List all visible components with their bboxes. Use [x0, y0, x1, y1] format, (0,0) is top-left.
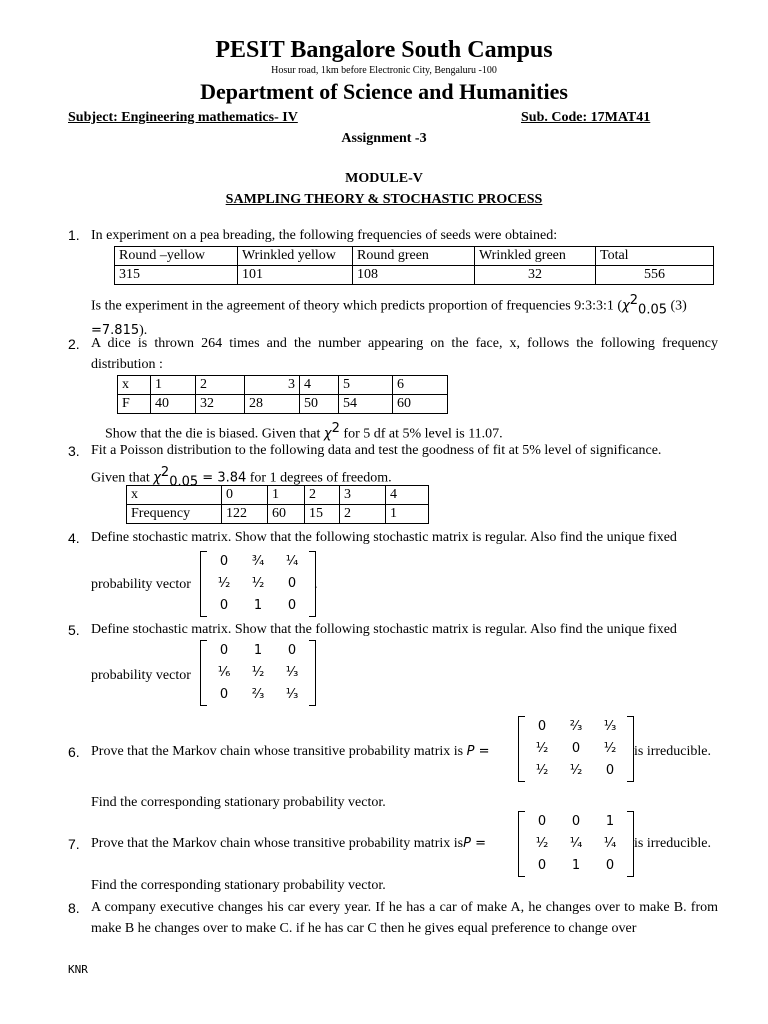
table-cell: 1 [268, 486, 305, 505]
table-header-cell: Wrinkled green [475, 247, 596, 266]
superscript: 2 [629, 293, 639, 308]
matrix-entry: 1 [253, 643, 263, 658]
matrix-entry: ¹⁄₂ [535, 763, 549, 778]
matrix-entry: ³⁄₄ [251, 554, 265, 569]
table-cell: 60 [268, 505, 305, 524]
question-number: 4. [68, 530, 80, 546]
right-bracket [627, 811, 634, 877]
table-cell: 32 [475, 266, 596, 285]
table-cell: x [127, 486, 222, 505]
matrix-entry: ¹⁄₆ [217, 665, 231, 680]
table-cell: Frequency [127, 505, 222, 524]
question-4-matrix [200, 551, 316, 617]
question-number: 1. [68, 227, 80, 243]
matrix-entry: ¹⁄₄ [285, 554, 299, 569]
equals-sign: = [474, 744, 490, 759]
matrix-entry: ¹⁄₂ [535, 836, 549, 851]
matrix-entry: 0 [605, 858, 615, 873]
table-cell: 108 [353, 266, 475, 285]
institution-title: PESIT Bangalore South Campus [215, 37, 553, 63]
table-cell: 5 [339, 376, 393, 395]
matrix-entry: ¹⁄₄ [603, 836, 617, 851]
question-number: 8. [68, 900, 80, 916]
table-cell: 101 [238, 266, 353, 285]
matrix-entry: 0 [287, 643, 297, 658]
period: . [314, 577, 318, 592]
footer-initials: KNR [68, 963, 88, 976]
left-bracket [200, 640, 207, 706]
matrix-grid [207, 640, 309, 706]
table-cell: 15 [305, 505, 340, 524]
matrix-grid [525, 811, 627, 877]
matrix-entry: ¹⁄₃ [285, 665, 299, 680]
question-1-text: In experiment on a pea breading, the following frequencies of seeds were obtained: [91, 228, 558, 243]
module-title: MODULE-V [345, 171, 423, 186]
table-cell: 315 [115, 266, 238, 285]
matrix-entry: 0 [537, 858, 547, 873]
table-cell: 40 [151, 395, 196, 414]
followup-text: (3) [667, 298, 687, 314]
matrix-entry: 0 [219, 687, 229, 702]
table-cell: 4 [300, 376, 339, 395]
matrix-entry: 0 [219, 554, 229, 569]
question-6-tail: is irreducible. [634, 744, 711, 759]
table-cell: 1 [386, 505, 429, 524]
chi-value: =7.815 [91, 323, 140, 339]
table-cell: 556 [596, 266, 714, 285]
table-cell: 3 [245, 376, 300, 395]
table-header-cell: Round –yellow [115, 247, 238, 266]
question-2-text: A dice is thrown 264 times and the number appearing on the face, x, follows the following frequency distribution : [91, 336, 718, 372]
table-cell: 2 [196, 376, 245, 395]
question-7-text [91, 833, 511, 854]
table-header-cell: Wrinkled yellow [238, 247, 353, 266]
followup-text: for 5 df at 5% level is 11.07. [339, 426, 503, 442]
assignment-title: Assignment -3 [341, 131, 427, 146]
left-bracket [518, 716, 525, 782]
table-cell: 0 [222, 486, 268, 505]
table-header-cell: Total [596, 247, 714, 266]
followup-text: Show that the die is biased. Given that [105, 426, 324, 442]
matrix-entry: ¹⁄₄ [569, 836, 583, 851]
table-cell: 32 [196, 395, 245, 414]
followup-text: for 1 degrees of freedom. [246, 470, 392, 486]
matrix-entry: ¹⁄₂ [569, 763, 583, 778]
matrix-entry: ¹⁄₂ [251, 576, 265, 591]
table-cell: 28 [245, 395, 300, 414]
matrix-entry: ²⁄₃ [251, 687, 265, 702]
matrix-grid [525, 716, 627, 782]
question-3-text: Fit a Poisson distribution to the following data and test the goodness of fit at 5% level of significance. [91, 443, 662, 458]
matrix-symbol: P [463, 836, 471, 851]
table-cell: F [118, 395, 151, 414]
question-number: 7. [68, 836, 80, 852]
subscript: 0.05 [638, 302, 667, 318]
question-8-text: A company executive changes his car every year. If he has a car of make A, he changes over to make B. from make B he changes over to make C. if he has car C then he gives equal preference to change over [91, 900, 718, 936]
right-bracket [309, 640, 316, 706]
subscript: 0.05 [169, 474, 199, 490]
subject-line: Subject: Engineering mathematics- IV [68, 110, 298, 125]
question-7-tail: is irreducible. [634, 836, 711, 851]
topic-title: SAMPLING THEORY & STOCHASTIC PROCESS [225, 192, 543, 207]
question-text: Prove that the Markov chain whose transitive probability matrix is [91, 744, 467, 759]
matrix-entry: 0 [571, 814, 581, 829]
question-6-text [91, 741, 511, 762]
matrix-symbol: P [466, 744, 475, 759]
question-4-text: Define stochastic matrix. Show that the following stochastic matrix is regular. Also find the unique fixed [91, 530, 677, 545]
chi-symbol: χ [153, 470, 161, 486]
department-title: Department of Science and Humanities [200, 79, 568, 104]
table-cell: 54 [339, 395, 393, 414]
pea-frequency-table [114, 246, 714, 285]
table-cell: 6 [393, 376, 448, 395]
subject-code: Sub. Code: 17MAT41 [521, 110, 651, 125]
matrix-entry: ¹⁄₂ [535, 741, 549, 756]
matrix-entry: 0 [571, 741, 581, 756]
superscript: 2 [331, 421, 340, 436]
question-7-matrix [518, 811, 634, 877]
question-text: Prove that the Markov chain whose transitive probability matrix is [91, 836, 464, 851]
table-cell: 3 [340, 486, 386, 505]
table-cell: 50 [300, 395, 339, 414]
chi-symbol: χ [323, 426, 332, 442]
table-cell: x [118, 376, 151, 395]
superscript: 2 [160, 465, 170, 480]
matrix-entry: 0 [287, 576, 297, 591]
matrix-entry: 0 [219, 598, 229, 613]
question-6-matrix [518, 716, 634, 782]
followup-text: Given that [91, 470, 154, 486]
followup-text: Is the experiment in the agreement of theory which predicts proportion of frequencies 9:3:3:1 ( [91, 298, 623, 314]
matrix-entry: 0 [537, 719, 547, 734]
left-bracket [518, 811, 525, 877]
question-number: 2. [68, 336, 80, 352]
matrix-entry: ¹⁄₃ [285, 687, 299, 702]
table-cell: 122 [222, 505, 268, 524]
question-5-matrix [200, 640, 316, 706]
question-number: 5. [68, 622, 80, 638]
question-number: 6. [68, 744, 80, 760]
matrix-entry: ¹⁄₂ [217, 576, 231, 591]
matrix-entry: 0 [537, 814, 547, 829]
matrix-grid [207, 551, 309, 617]
matrix-entry: 0 [219, 643, 229, 658]
matrix-entry: ¹⁄₂ [603, 741, 617, 756]
question-number: 3. [68, 443, 80, 459]
matrix-entry: 1 [571, 858, 581, 873]
table-cell: 2 [340, 505, 386, 524]
question-5-text: Define stochastic matrix. Show that the following stochastic matrix is regular. Also find the unique fixed [91, 622, 677, 637]
table-header-cell: Round green [353, 247, 475, 266]
followup-text: ). [139, 323, 148, 339]
chi-symbol: χ [622, 298, 630, 314]
matrix-entry: 0 [287, 598, 297, 613]
matrix-entry: 1 [605, 814, 615, 829]
left-bracket [200, 551, 207, 617]
table-cell: 1 [151, 376, 196, 395]
matrix-entry: 1 [253, 598, 263, 613]
right-bracket [627, 716, 634, 782]
matrix-entry: ¹⁄₂ [251, 665, 265, 680]
chi-value: = 3.84 [198, 470, 247, 486]
question-4-label: probability vector [91, 577, 191, 592]
table-cell: 2 [305, 486, 340, 505]
matrix-entry: 0 [605, 763, 615, 778]
address: Hosur road, 1km before Electronic City, Bengaluru -100 [271, 65, 497, 76]
matrix-entry: ²⁄₃ [569, 719, 583, 734]
table-cell: 60 [393, 395, 448, 414]
question-5-label: probability vector [91, 668, 191, 683]
question-6-line2: Find the corresponding stationary probability vector. [91, 795, 386, 810]
table-cell: 4 [386, 486, 429, 505]
dice-frequency-table [117, 375, 448, 414]
poisson-frequency-table [126, 485, 429, 524]
equals-sign: = [470, 836, 486, 851]
matrix-entry: ¹⁄₃ [603, 719, 617, 734]
question-7-line2: Find the corresponding stationary probability vector. [91, 878, 386, 893]
